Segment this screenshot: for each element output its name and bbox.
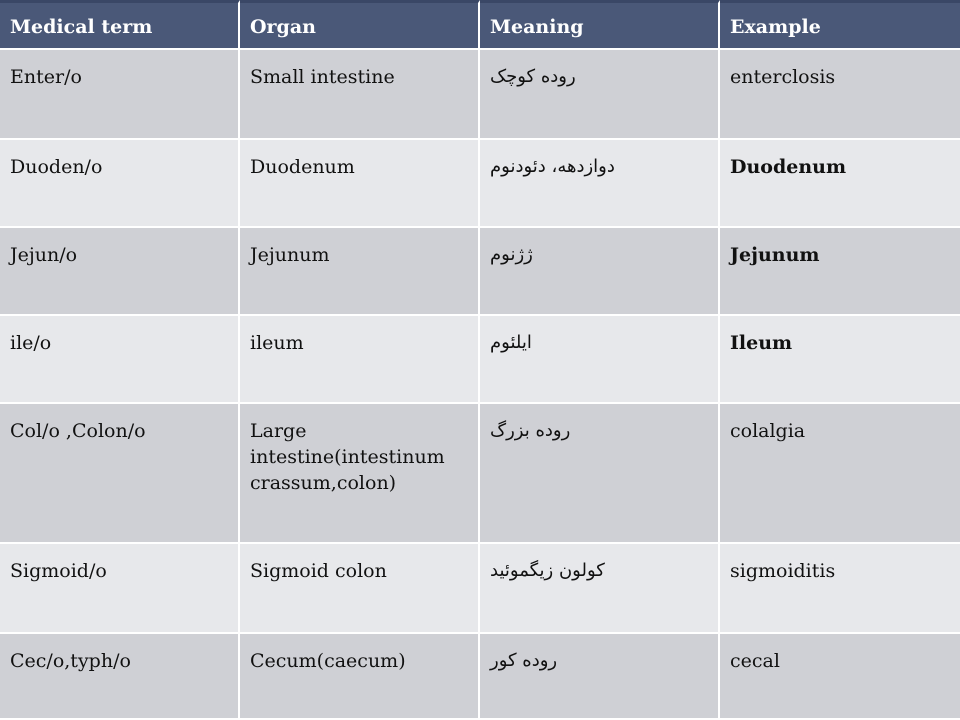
table-cell-term: ile/o (0, 316, 240, 404)
table-cell-organ: Large intestine(intestinum crassum,colon) (240, 404, 480, 544)
header-example: Example (720, 0, 960, 50)
table-cell-term: Duoden/o (0, 140, 240, 228)
table-cell-meaning: ایلئوم (480, 316, 720, 404)
table-cell-organ: ileum (240, 316, 480, 404)
table-cell-organ: Duodenum (240, 140, 480, 228)
table-cell-organ: Jejunum (240, 228, 480, 316)
table-cell-term: Col/o ,Colon/o (0, 404, 240, 544)
table-cell-meaning: روده بزرگ (480, 404, 720, 544)
table-cell-example: Ileum (720, 316, 960, 404)
table-cell-organ: Sigmoid colon (240, 544, 480, 634)
table-cell-term: Jejun/o (0, 228, 240, 316)
table-cell-organ: Cecum(caecum) (240, 634, 480, 720)
table-cell-meaning: ژژنوم (480, 228, 720, 316)
table-cell-example: cecal (720, 634, 960, 720)
table-cell-meaning: کولون زیگموئید (480, 544, 720, 634)
header-organ: Organ (240, 0, 480, 50)
table-cell-example: colalgia (720, 404, 960, 544)
table-cell-meaning: روده کور (480, 634, 720, 720)
table-cell-meaning: دوازدهه، دئودنوم (480, 140, 720, 228)
header-medical-term: Medical term (0, 0, 240, 50)
table-cell-term: Sigmoid/o (0, 544, 240, 634)
table-cell-organ: Small intestine (240, 50, 480, 140)
table-cell-term: Enter/o (0, 50, 240, 140)
table-cell-example: enterclosis (720, 50, 960, 140)
table-cell-example: sigmoiditis (720, 544, 960, 634)
table-cell-term: Cec/o,typh/o (0, 634, 240, 720)
header-meaning: Meaning (480, 0, 720, 50)
table-cell-example: Jejunum (720, 228, 960, 316)
table-cell-example: Duodenum (720, 140, 960, 228)
table-cell-meaning: روده کوچک (480, 50, 720, 140)
